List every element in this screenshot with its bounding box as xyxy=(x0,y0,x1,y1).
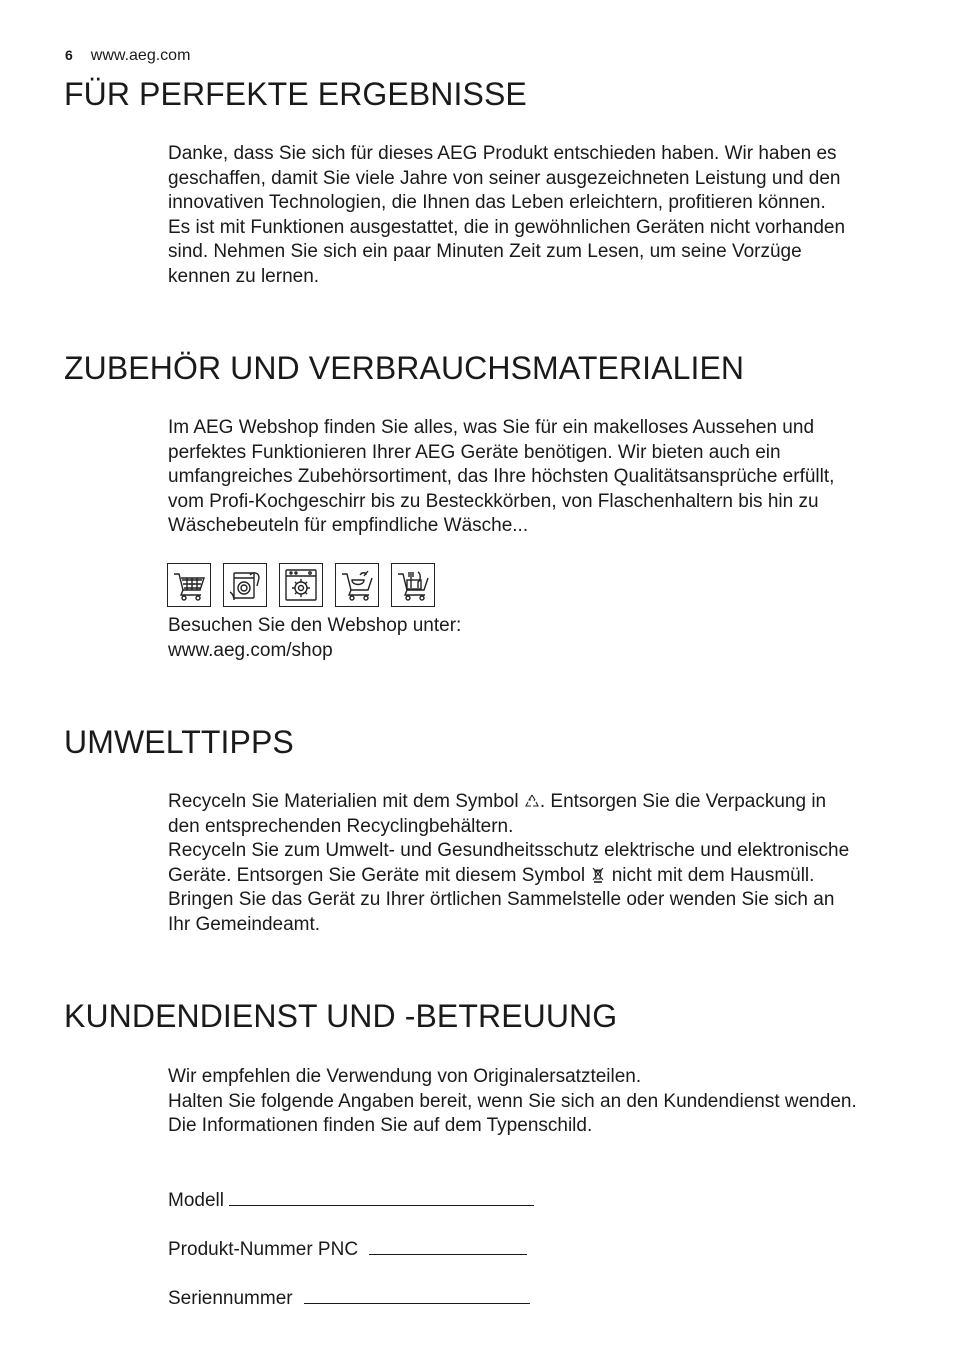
pnc-field xyxy=(168,1236,527,1261)
text-line: Danke, dass Sie sich für dieses AEG Produkt entschieden haben. Wir haben es xyxy=(168,143,837,164)
page-header xyxy=(65,47,190,65)
text-fragment: Geräte. Entsorgen Sie Geräte mit diesem Symbol xyxy=(168,864,591,886)
shopping-cart-icon[interactable] xyxy=(167,563,211,607)
text-line: Recyceln Sie zum Umwelt- und Gesundheitsschutz elektrische und elektronische xyxy=(168,840,850,862)
text-line: Halten Sie folgende Angaben bereit, wenn Sie sich an den Kundendienst wenden. xyxy=(168,1090,857,1112)
text-line xyxy=(168,864,849,889)
text-line: Die Informationen finden Sie auf dem Typenschild. xyxy=(168,1115,593,1137)
page-number: 6 xyxy=(65,47,73,63)
text-line: kennen zu lernen. xyxy=(168,265,320,287)
environment-paragraph xyxy=(168,790,849,938)
webshop-icons xyxy=(167,563,435,607)
text-line: den entsprechenden Recyclingbehältern. xyxy=(168,815,514,837)
service-paragraph xyxy=(168,1065,857,1139)
text-line: Es ist mit Funktionen ausgestattet, die in gewöhnlichen Geräten nicht vorhanden xyxy=(168,216,846,238)
section-title-results: FÜR PERFEKTE ERGEBNISSE xyxy=(64,76,527,112)
model-field xyxy=(168,1187,534,1212)
text-line: Im AEG Webshop finden Sie alles, was Sie für ein makelloses Aussehen und xyxy=(168,417,815,438)
model-input-line[interactable] xyxy=(229,1187,534,1206)
crossed-bin-icon xyxy=(590,867,606,883)
text-fragment: nicht mit dem Hausmüll. xyxy=(606,864,815,886)
recycle-icon xyxy=(524,793,540,809)
webshop-link[interactable]: www.aeg.com/shop xyxy=(168,639,333,661)
section-title-environment: UMWELTTIPPS xyxy=(64,724,294,760)
text-line: Wäschebeuteln für empfindliche Wäsche... xyxy=(168,515,529,537)
text-line: sind. Nehmen Sie sich ein paar Minuten Zeit zum Lesen, um seine Vorzüge xyxy=(168,241,802,263)
text-line: perfektes Funktionieren Ihrer AEG Geräte benötigen. Wir bieten auch ein xyxy=(168,441,781,463)
text-line xyxy=(168,790,849,815)
text-line: vom Profi-Kochgeschirr bis zu Besteckkörben, von Flaschenhaltern bis hin zu xyxy=(168,490,819,512)
model-label: Modell xyxy=(168,1190,224,1211)
webshop-info xyxy=(168,614,461,663)
pnc-label: Produkt-Nummer PNC xyxy=(168,1239,359,1260)
text-line: Bringen Sie das Gerät zu Ihrer örtlichen Sammelstelle oder wenden Sie sich an xyxy=(168,889,835,911)
accessories-paragraph xyxy=(168,416,834,539)
text-fragment: Recyceln Sie Materialien mit dem Symbol xyxy=(168,791,524,812)
serial-field xyxy=(168,1285,530,1310)
text-fragment: . Entsorgen Sie die Verpackung in xyxy=(539,791,827,812)
serial-input-line[interactable] xyxy=(304,1285,530,1304)
text-line: umfangreiches Zubehörsortiment, das Ihre höchsten Qualitätsansprüche erfüllt, xyxy=(168,466,835,488)
washing-machine-hand-icon[interactable] xyxy=(223,563,267,607)
text-line: geschaffen, damit Sie viele Jahre von seiner ausgezeichneten Leistung und den xyxy=(168,167,841,189)
text-line: Ihr Gemeindeamt. xyxy=(168,913,321,935)
oven-gear-icon[interactable] xyxy=(279,563,323,607)
results-paragraph xyxy=(168,142,845,290)
cart-utensils-icon[interactable] xyxy=(391,563,435,607)
header-url[interactable]: www.aeg.com xyxy=(90,47,191,64)
section-title-accessories: ZUBEHÖR UND VERBRAUCHSMATERIALIEN xyxy=(64,350,745,386)
pnc-input-line[interactable] xyxy=(369,1236,527,1255)
text-line: innovativen Technologien, die Ihnen das Leben erleichtern, profitieren können. xyxy=(168,192,826,214)
section-title-service: KUNDENDIENST UND -BETREUUNG xyxy=(64,998,618,1034)
webshop-label: Besuchen Sie den Webshop unter: xyxy=(168,615,462,636)
cart-kitchenware-icon[interactable] xyxy=(335,563,379,607)
serial-label: Seriennummer xyxy=(168,1288,293,1309)
text-line: Wir empfehlen die Verwendung von Originalersatzteilen. xyxy=(168,1066,642,1087)
